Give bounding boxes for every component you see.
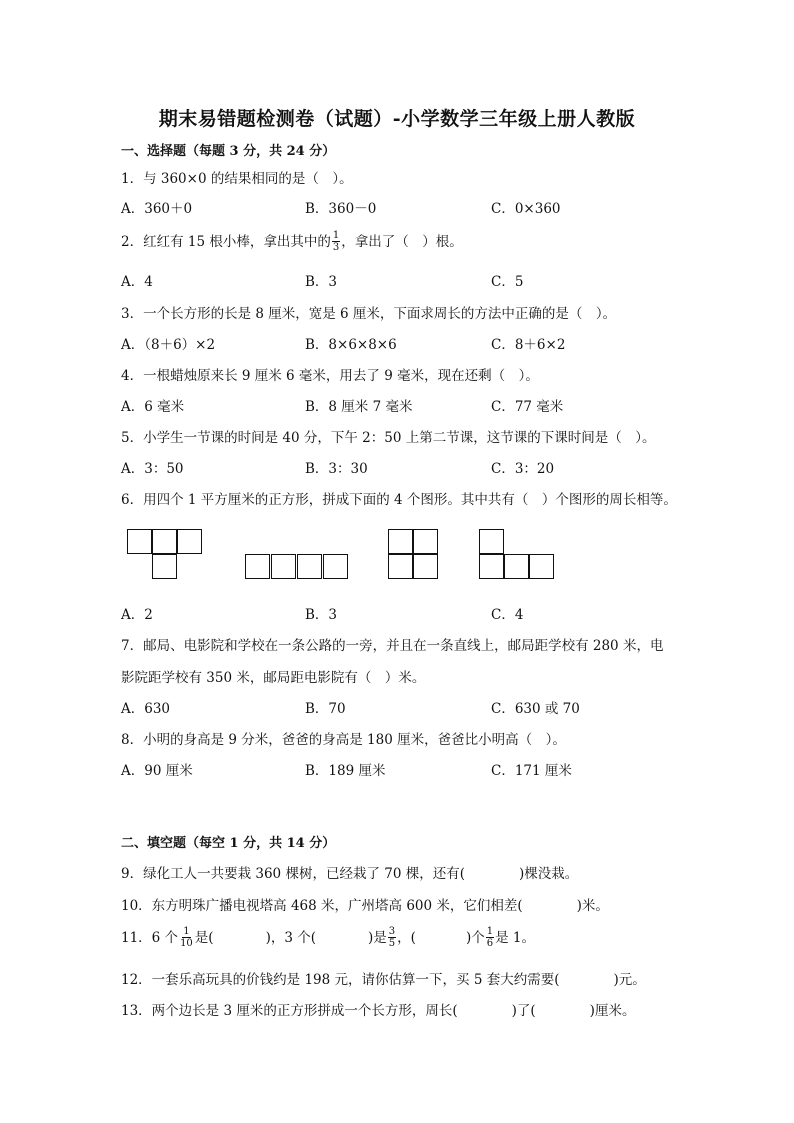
shape3-square — [413, 554, 438, 579]
q11-fraction-2-numerator: 3 — [388, 926, 396, 937]
shape3-square — [388, 529, 413, 554]
question-4: 4．一根蜡烛原来长 9 厘米 6 毫米，用去了 9 毫米，现在还剩（ ）。 — [121, 368, 539, 384]
q12-text-post: )元。 — [613, 972, 646, 988]
q1-option-b: B．360－0 — [305, 201, 377, 217]
q11-fraction-2-denominator: 5 — [388, 938, 396, 949]
question-12 — [121, 968, 646, 988]
q13-text-mid: )了( — [511, 1003, 536, 1019]
q7-option-c: C．630 或 70 — [491, 701, 580, 717]
q2-option-a: A．4 — [121, 274, 153, 290]
q6-option-a: A．2 — [121, 607, 153, 623]
q10-text-pre: 10．东方明珠广播电视塔高 468 米，广州塔高 600 米，它们相差( — [121, 898, 523, 914]
q11-text-5: ，( — [397, 930, 416, 946]
q9-text-post: )棵没栽。 — [518, 866, 579, 882]
q11-fraction-2 — [388, 926, 396, 949]
question-6: 6．用四个 1 平方厘米的正方形，拼成下面的 4 个图形。其中共有（ ）个图形的周长相等。 — [121, 492, 677, 508]
q11-text-6: )个 — [465, 930, 485, 946]
question-10 — [121, 894, 609, 914]
q2-fraction-denominator: 3 — [332, 242, 340, 253]
q2-fraction — [332, 230, 340, 253]
q11-text-2: 是( — [194, 930, 214, 946]
q8-option-a: A．90 厘米 — [121, 763, 193, 779]
question-3: 3．一个长方形的长是 8 厘米，宽是 6 厘米，下面求周长的方法中正确的是（ ）。 — [121, 306, 617, 322]
q9-text-pre: 9．绿化工人一共要栽 360 棵树，已经栽了 70 棵，还有( — [121, 866, 465, 882]
question-7-line-2: 影院距学校有 350 米，邮局距电影院有（ ）米。 — [121, 670, 426, 686]
q10-text-post: )米。 — [576, 898, 609, 914]
question-5: 5．小学生一节课的时间是 40 分，下午 2：50 上第二节课，这节课的下课时间是（ ）。 — [121, 430, 656, 446]
q8-option-c: C．171 厘米 — [491, 763, 572, 779]
question-1: 1．与 360×0 的结果相同的是（ ）。 — [121, 171, 353, 187]
q11-text-3: )，3 个( — [265, 930, 316, 946]
q1-option-c: C．0×360 — [491, 201, 561, 217]
shape2-square — [297, 554, 322, 579]
q1-option-a: A．360＋0 — [121, 201, 193, 217]
shape4-square — [504, 554, 529, 579]
q2-fraction-numerator: 1 — [332, 230, 340, 241]
section-heading-choice: 一、选择题（每题 3 分，共 24 分） — [121, 144, 336, 159]
q11-text-4: )是 — [368, 930, 387, 946]
q2-option-b: B．3 — [305, 274, 338, 290]
shape4-square — [479, 529, 504, 554]
shape1-square — [127, 529, 152, 554]
shape3-square — [413, 529, 438, 554]
q8-option-b: B．189 厘米 — [305, 763, 386, 779]
q11-fraction-3 — [486, 926, 494, 949]
q4-option-a: A．6 毫米 — [121, 399, 185, 415]
q12-text-pre: 12．一套乐高玩具的价钱约是 198 元，请你估算一下，买 5 套大约需要( — [121, 972, 560, 988]
question-13 — [121, 999, 635, 1019]
q11-fraction-1 — [179, 926, 194, 949]
shape4-square — [529, 554, 554, 579]
q13-text-post: )厘米。 — [589, 1003, 636, 1019]
q2-text-pre: 2．红红有 15 根小棒，拿出其中的 — [121, 234, 331, 250]
q11-fraction-1-denominator: 10 — [180, 938, 193, 949]
shape1-square — [152, 529, 177, 554]
q3-option-c: C．8＋6×2 — [491, 337, 566, 353]
q13-text-pre: 13．两个边长是 3 厘米的正方形拼成一个长方形，周长( — [121, 1003, 458, 1019]
q11-fraction-1-numerator: 1 — [183, 926, 190, 937]
q2-option-c: C．5 — [491, 274, 524, 290]
page-title: 期末易错题检测卷（试题）-小学数学三年级上册人教版 — [158, 108, 636, 130]
q4-option-c: C．77 毫米 — [491, 399, 564, 415]
question-11 — [121, 926, 535, 950]
q11-text-1: 11．6 个 — [121, 930, 179, 946]
question-8: 8．小明的身高是 9 分米，爸爸的身高是 180 厘米，爸爸比小明高（ ）。 — [121, 732, 566, 748]
shape1-square — [152, 554, 177, 579]
q3-option-b: B．8×6×8×6 — [305, 337, 397, 353]
q5-option-b: B．3：30 — [305, 461, 368, 477]
q2-text-post: ，拿出了（ ）根。 — [341, 234, 463, 250]
question-9 — [121, 862, 578, 882]
q7-option-b: B．70 — [305, 701, 346, 717]
shape1-square — [177, 529, 202, 554]
shape2-square — [323, 554, 348, 579]
q7-option-a: A．630 — [121, 701, 171, 717]
q11-fraction-3-denominator: 6 — [486, 938, 494, 949]
q6-option-c: C．4 — [491, 607, 524, 623]
q11-text-7: 是 1。 — [495, 930, 535, 946]
q6-option-b: B．3 — [305, 607, 338, 623]
q3-option-a: A．（8＋6）×2 — [121, 337, 216, 353]
shape2-square — [271, 554, 296, 579]
shape4-square — [479, 554, 504, 579]
question-2 — [121, 230, 463, 254]
q4-option-b: B．8 厘米 7 毫米 — [305, 399, 413, 415]
shape3-square — [388, 554, 413, 579]
q5-option-c: C．3：20 — [491, 461, 555, 477]
shape2-square — [245, 554, 270, 579]
q11-fraction-3-numerator: 1 — [486, 926, 494, 937]
question-7-line-1: 7．邮局、电影院和学校在一条公路的一旁，并且在一条直线上，邮局距学校有 280 米，电 — [121, 638, 664, 654]
section-heading-fill: 二、填空题（每空 1 分，共 14 分） — [121, 836, 336, 851]
q5-option-a: A．3：50 — [121, 461, 184, 477]
